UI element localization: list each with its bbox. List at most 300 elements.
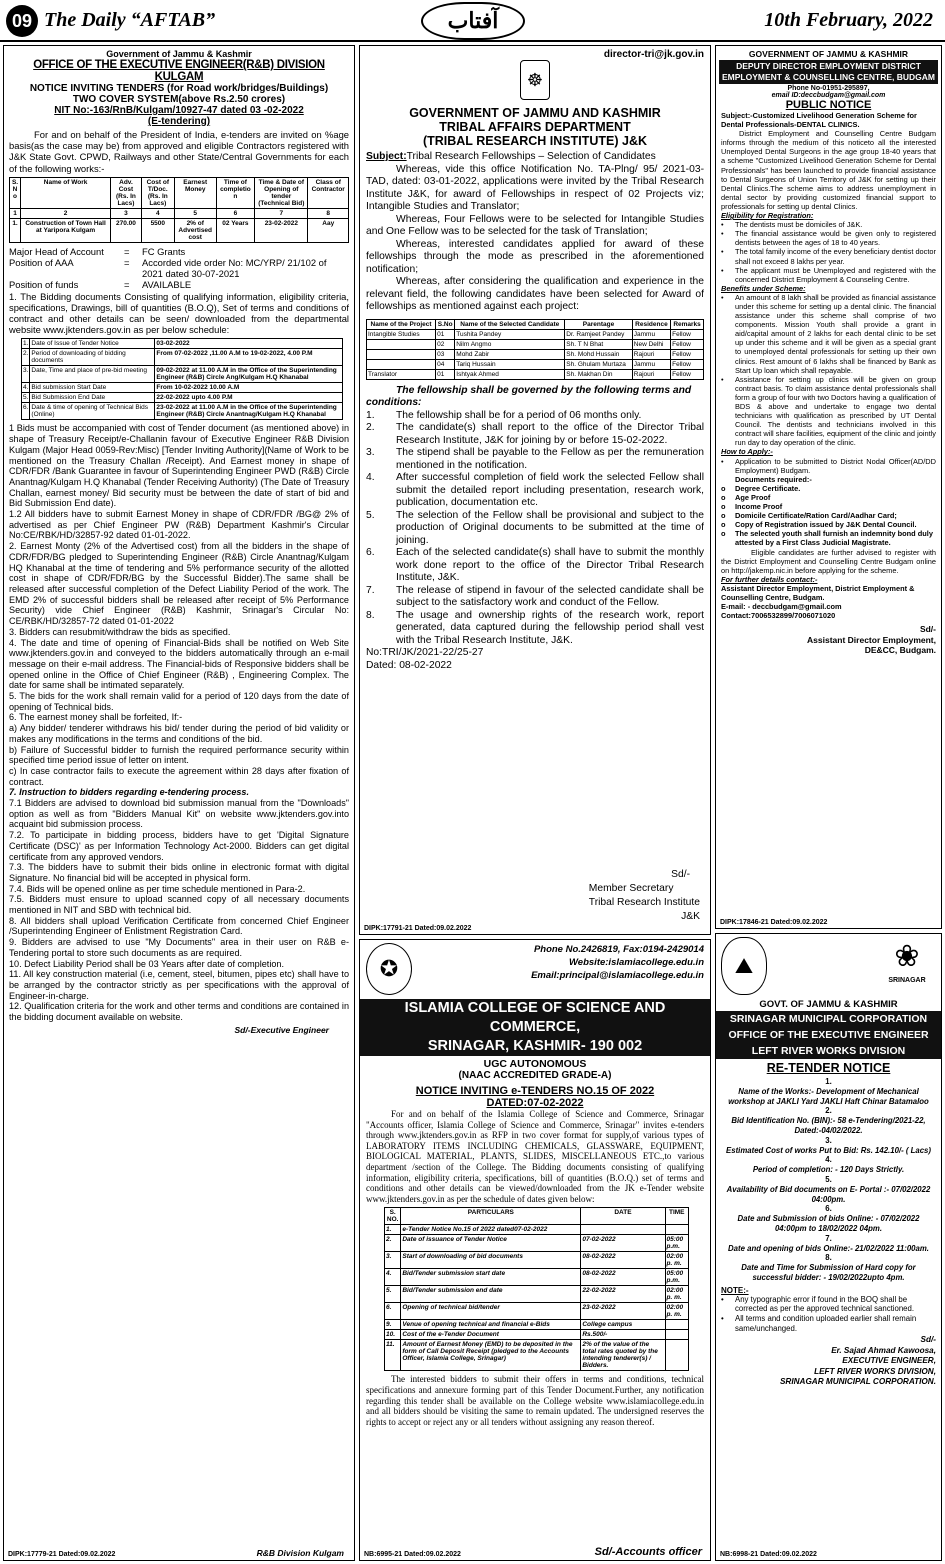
dental-subject: Subject:-Customized Livelihood Generation Scheme for Dental Professionals-DENTAL CLINICS. <box>721 111 917 130</box>
islamia-dated: DATED:07-02-2022 <box>486 1097 584 1109</box>
table-cell: Fellow <box>671 369 704 379</box>
table-cell: Sh. Makhan Din <box>565 369 633 379</box>
kulgam-clause: 7.3. The bidders have to submit their bids online in electronic format with digital Signature. No financial bid will be accepted in physical form. <box>9 862 349 883</box>
table-cell: 23-02-2022 at 11.00 A.M in the Office of the Superintending Engineer (R&B) Circle Anantnag/Kulgam H.Q Khanabal <box>155 403 343 420</box>
table-cell: 22-02-2022 <box>581 1286 665 1303</box>
table-cell: Tariq Hussain <box>455 359 565 369</box>
table-cell: Amount of Earnest Money (EMD) to be deposited in the form of Call Deposit Receipt (pledged to the Accounts Officer, Islamia College, Srinagar) <box>401 1340 581 1371</box>
fc-row <box>9 279 349 290</box>
kulgam-clause: 1 Bids must be accompanied with cost of Tender document (as mentioned above) in shape of Treasury Receipt/e-Challanin favour of Executive Engineer R&B Division Kulgam (Major Head 0059-Rev:Misc) [Tender Inviting Authority](Name of Work to be mentioned on the Treasury Challan /Receipt). And Earnest money in shape of CDR/FDR /Bank Guarantee in favour of Superintending Engineer PWD (R&B) Circle Anantnag/Kulgam H.Q Khanabal (Tender Receiving Authority) (The Date of Treasury Challan, earnest money/ Bid security must be between the date of start of bid and Bid Submission End date). <box>9 423 349 509</box>
kulgam-clause: 10. Defect Liability Period shall be 03 Years after date of completion. <box>9 958 285 969</box>
table-cell: Fellow <box>671 339 704 349</box>
tribal-para: Whereas, Four Fellows were to be selected for Intangible Studies and One Fellow was to be selected for the task of Translation; <box>366 213 704 237</box>
tribal-governed: The fellowship shall be governed by the following terms and conditions: <box>366 384 692 408</box>
smc-title: RE-TENDER NOTICE <box>766 1061 891 1075</box>
table-row <box>367 349 704 359</box>
table-header: Residence <box>632 319 670 329</box>
term-num: 6. <box>366 547 375 558</box>
table-cell: 07-02-2022 <box>581 1235 665 1252</box>
ashoka-emblem-icon: ☸ <box>520 60 550 100</box>
table-cell: 4 <box>141 208 174 218</box>
dental-apply-heading: How to Apply:- <box>721 447 773 457</box>
table-cell: Mohd Zabir <box>455 349 565 359</box>
table-cell: Fellow <box>671 329 704 339</box>
kulgam-dipk: DIPK:17779-21 Dated:09.02.2022 <box>8 1551 116 1558</box>
table-cell: 02 Years <box>216 218 254 242</box>
smc-logo <box>878 937 936 999</box>
list-item: o Age Proof <box>721 492 771 502</box>
list-item-text: Age Proof <box>735 492 771 502</box>
table-cell: Rajouri <box>632 349 670 359</box>
tribal-h1: GOVERNMENT OF JAMMU AND KASHMIR <box>409 106 661 120</box>
table-header: Remarks <box>671 319 704 329</box>
sig-line: Tribal Research Institute <box>588 897 700 908</box>
smc-gov: GOVT. OF JAMMU & KASHMIR <box>759 999 898 1010</box>
term-text: The usage and ownership rights of the research work, report generated, data captured during the fellowship period shall vest with the Tribal Research Institute, J&K. <box>396 609 704 646</box>
kulgam-notice: NOTICE INVITING TENDERS (for Road work/bridges/Buildings) <box>29 83 329 94</box>
tribal-h3: (TRIBAL RESEARCH INSTITUTE) J&K <box>422 134 648 148</box>
kulgam-body <box>9 423 349 1022</box>
table-cell: Date, Time and place of pre-bid meeting <box>30 366 155 383</box>
islamia-banner-1: ISLAMIA COLLEGE OF SCIENCE AND COMMERCE, <box>404 1000 666 1035</box>
table-cell: 1 <box>10 208 21 218</box>
smc-signature <box>721 1335 936 1388</box>
term-text: The fellowship shall be for a period of 06 months only. <box>396 409 642 421</box>
islamia-ugc: UGC AUTONOMOUS <box>483 1058 587 1070</box>
kulgam-clause: 11. All key construction material (i.e, cement, steel, bitumen, pipes etc) shall have to be arranged by the contractor strictly as per specifications with the approval of Engineer-in-charge. <box>9 969 349 1001</box>
kulgam-clause: 4. The date and time of opening of Financial-Bids shall be notified on Web Site www.jktenders.gov.in and conveyed to the bidders automatically through an e-mail message on their e-mail address. The Financial-bids of Responsive bidders shall be opened online in the Office of Chief Engineer (R&B) , Engineering Complex. The date for same shall be intimated separately. <box>9 637 349 691</box>
islamia-tender-notice <box>359 939 711 1561</box>
table-cell: 09-02-2022 at 11.00 A.M in the Office of the Superintending Engineer (R&B) Circle Ang/Kulgam H.Q Khanabal <box>155 366 343 383</box>
issue-date: 10th February, 2022 <box>764 9 933 31</box>
list-item: o Degree Certificate. <box>721 483 801 493</box>
table-row <box>385 1208 689 1225</box>
smc-logo-text: SRINAGAR <box>888 977 926 984</box>
table-row <box>367 339 704 349</box>
term-num: 5. <box>366 509 375 521</box>
term-num: 4. <box>366 472 375 483</box>
list-item: o Copy of Registration issued by J&K Dental Council. <box>721 520 917 530</box>
list-item: • The dentists must be domiciles of J&K. <box>721 220 863 230</box>
table-cell: Jammu <box>632 329 670 339</box>
kulgam-clause: 7. Instruction to bidders regarding e-tendering process. <box>9 787 250 798</box>
paper-name: The Daily “AFTAB” <box>44 9 216 31</box>
list-item-text: All terms and condition uploaded earlier shall remain same/unchanged. <box>735 1313 917 1333</box>
list-item <box>721 1077 936 1106</box>
kulgam-fc-block <box>9 246 349 291</box>
sig-line: Sd/- <box>671 869 690 880</box>
table-cell: 6. <box>22 403 30 420</box>
table-row <box>22 366 343 383</box>
table-row <box>385 1320 689 1330</box>
table-cell: 6 <box>216 208 254 218</box>
sig-line: EXECUTIVE ENGINEER, <box>842 1356 936 1366</box>
tribal-dipk: DIPK:17791-21 Dated:09.02.2022 <box>364 925 472 932</box>
table-cell: 02 <box>436 339 455 349</box>
dental-phone: Phone No-01951-295897, <box>787 85 870 92</box>
term-item <box>366 585 704 610</box>
table-cell: Jammu <box>632 359 670 369</box>
table-cell: Cost of the e-Tender Document <box>401 1330 581 1340</box>
tribal-notice <box>359 45 711 935</box>
table-cell <box>367 349 436 359</box>
kulgam-clause: 3. Bidders can resubmit/withdraw the bids as specified. <box>9 626 231 637</box>
table-cell: 4. <box>23 384 29 392</box>
list-item-text: Domicile Certificate/Ration Card/Aadhar Card; <box>735 511 897 521</box>
list-item: o The selected youth shall furnish an indemnity bond duly attested by a First Class Judicial Magistrate. <box>721 529 936 547</box>
fc-eq: = <box>124 245 130 257</box>
table-row <box>385 1269 689 1286</box>
table-header: Earnest Money <box>174 177 216 208</box>
table-cell: 8 <box>308 208 349 218</box>
table-row <box>367 369 704 379</box>
table-cell: 01 <box>436 329 455 339</box>
table-cell: 9. <box>385 1320 401 1330</box>
fc-label: Position of funds <box>9 279 79 291</box>
college-seal-icon: ✪ <box>366 943 412 995</box>
sig-line: Member Secretary <box>588 883 674 894</box>
table-row <box>385 1225 689 1235</box>
dental-contact-email: E-mail: - deccbudgam@gmail.com <box>721 602 842 612</box>
list-item: • All terms and condition uploaded earlier shall remain same/unchanged. <box>721 1314 936 1333</box>
table-cell: 05:00 p.m. <box>665 1235 688 1252</box>
kulgam-intro: For and on behalf of the President of India, e-tenders are invited on %age basis(as the case may be) from approved and eligible Contractors registered with J&K State Govt. CPWD, Railways and other State/Central Governments for each of the following works:- <box>9 129 349 174</box>
table-header: S.No <box>436 319 455 329</box>
term-text: The stipend shall be payable to the Fellow as per the remuneration mentioned in the notification. <box>396 447 704 471</box>
list-item: • Any typographic error if found in the BOQ shall be corrected as per the approved technical sanctioned. <box>721 1295 936 1314</box>
tribal-signature <box>589 868 700 924</box>
item-num: 7. <box>825 1233 832 1243</box>
kulgam-clause: 7.2. To participate in bidding process, bidders have to get 'Digital Signature Certificate (DSC)' as per Information Technology Act-2000. Bidders can get digital certificate from any approved vendors. <box>9 830 349 862</box>
kulgam-clause: b) Failure of Successful bidder to furnish the required performance security within specified time period issue of letter on intent. <box>9 744 349 766</box>
term-num: 2. <box>366 422 375 433</box>
list-item-text: Assistance for setting up clinics will be given on group contract basis. To claim assistance dental professionals shall form a group of four with two Doctors having a qualification of BDS & above and undertake to engage two dental technicians with qualification as prescribed by UT Dental Council. The dentists and technicians involved in this contract will share facilities, equipment of the clinic and jointly run day to day operation of the clinic. <box>735 374 936 448</box>
sig-line: SRINAGAR MUNICIPAL CORPORATION. <box>779 1377 936 1387</box>
dental-contact-phone: Contact:7006532899/7006071020 <box>721 611 836 621</box>
table-cell: Period of downloading of bidding documents <box>30 349 155 366</box>
table-cell: Translator <box>367 369 436 379</box>
list-item-text: Application to be submitted to District Nodal Officer(AD/DD Employment) Budgam. <box>735 456 936 475</box>
kulgam-sig-1: Sd/-Executive Engineer <box>234 1024 329 1035</box>
islamia-website: Website:islamiacollege.edu.in <box>569 957 704 968</box>
tribal-no: No:TRI/JK/2021-22/25-27 <box>366 647 484 658</box>
list-item <box>721 1175 936 1204</box>
table-row <box>10 218 349 242</box>
table-cell: 22-02-2022 upto 4.00 P.M <box>155 393 343 403</box>
table-cell: College campus <box>581 1320 665 1330</box>
table-row <box>385 1235 689 1252</box>
table-cell: Date of issuance of Tender Notice <box>401 1235 581 1252</box>
term-num: 1. <box>366 409 375 421</box>
table-cell: Intangible Studies <box>367 329 436 339</box>
list-item-text: The selected youth shall furnish an indemnity bond duly attested by a First Class Judicial Magistrate. <box>735 529 933 548</box>
table-row <box>385 1340 689 1371</box>
table-cell: Bid/Tender submission start date <box>401 1269 581 1286</box>
sig-line: DE&CC, Budgam. <box>864 645 936 656</box>
table-header: S. NO. <box>385 1208 401 1225</box>
table-cell <box>665 1340 688 1371</box>
tribal-subject-text: Tribal Research Fellowships – Selection of Candidates <box>406 151 656 162</box>
table-header: Cost of T/Doc. (Rs. In Lacs) <box>141 177 174 208</box>
fc-eq: = <box>124 257 130 269</box>
item-num: 1. <box>825 1077 832 1086</box>
table-row <box>367 319 704 329</box>
table-cell: 2. <box>22 349 30 366</box>
table-cell: 1. <box>385 1225 401 1235</box>
table-header: Parentage <box>565 319 633 329</box>
table-cell: Sh. Ghulam Murtaza <box>565 359 633 369</box>
tribal-fellow-table <box>366 319 704 380</box>
islamia-phone: Phone No.2426819, Fax:0194-2429014 <box>533 944 704 955</box>
islamia-contact <box>531 943 704 995</box>
table-cell: Date & time of opening of Technical Bids (Online) <box>30 403 155 420</box>
table-cell: 05:00 p.m. <box>665 1269 688 1286</box>
sig-line: Assistant Director Employment, <box>807 634 936 645</box>
dental-further: Assistant Director Employment, District Employment & Counselling Centre, Budgam. <box>721 583 915 602</box>
table-header: PARTICULARS <box>401 1208 581 1225</box>
table-cell <box>367 339 436 349</box>
term-item <box>366 447 704 472</box>
table-cell: 02:00 p. m. <box>665 1252 688 1269</box>
kulgam-etender: (E-tendering) <box>147 116 211 127</box>
dental-public-notice <box>715 45 942 929</box>
table-row <box>22 393 343 403</box>
table-cell: Fellow <box>671 349 704 359</box>
item-text: Bid Identification No. (BIN):- 58 e-Tendering/2021-22, Dated:-04/02/2022. <box>731 1116 926 1135</box>
list-item: • The applicant must be Unemployed and registered with the concerned District Employment & Counseling Centre. <box>721 265 936 284</box>
table-cell: From 07-02-2022 ,11.00 A.M to 19-02-2022, 4.00 P.M <box>155 349 343 366</box>
dental-docs-heading: Documents required:- <box>735 474 812 484</box>
tribal-para: Whereas, vide this office Notification No. TA-Plng/ 95/ 2021-03-TAD, dated: 03-01-2022, applications were invited by the Tribal Research Institute J&K, for award of Fellowships in respect of 02 Projects viz; Intangible Studies and Translator; <box>366 163 704 212</box>
table-cell: 1. <box>10 218 21 242</box>
tribal-subject-label: Subject: <box>366 151 407 162</box>
smc-banner <box>716 1011 941 1059</box>
table-cell: Nilm Angmo <box>455 339 565 349</box>
table-row <box>385 1330 689 1340</box>
dental-banner: DEPUTY DIRECTOR EMPLOYMENT DISTRICT EMPLOYMENT & COUNSELLING CENTRE, BUDGAM <box>719 60 938 84</box>
kulgam-schedule-table <box>21 338 343 420</box>
table-header: Time of completio n <box>216 177 254 208</box>
term-text: The release of stipend in favour of the selected candidate shall be subject to the satisfactory work and conduct of the Fellow. <box>396 584 704 608</box>
dental-body <box>721 129 936 620</box>
item-num: 4. <box>825 1155 832 1165</box>
kulgam-clause: 9. Bidders are advised to use "My Documents" area in their user on R&B e-Tendering portal to store such documents as are required. <box>9 937 349 958</box>
dental-further-heading: For further details contact:- <box>721 574 818 584</box>
table-cell: Fellow <box>671 359 704 369</box>
page-number: 09 <box>6 5 38 37</box>
kulgam-tender-notice <box>3 45 355 1561</box>
table-cell: 6. <box>385 1303 401 1320</box>
table-cell: 23-02-2022 <box>581 1303 665 1320</box>
table-cell: 2% of Advertised cost <box>174 218 216 242</box>
term-num: 3. <box>366 447 375 458</box>
item-num: 2. <box>825 1106 832 1116</box>
list-item-text: The applicant must be Unemployed and registered with the concerned District Employment & Counseling Centre. <box>735 265 936 284</box>
list-item: • The total family income of the every beneficiary dentist doctor shall not exceed 8 lakhs per year. <box>721 247 936 266</box>
table-cell: Rajouri <box>632 369 670 379</box>
list-item <box>721 1155 936 1175</box>
term-item <box>366 510 704 548</box>
smc-note-heading: NOTE:- <box>721 1285 749 1295</box>
dental-title: PUBLIC NOTICE <box>785 99 872 111</box>
list-item <box>721 1204 936 1233</box>
tribal-subject <box>366 151 704 164</box>
term-text: The selection of the Fellow shall be provisional and subject to the production of Original documents to be submitted at the time of joining. <box>396 509 704 546</box>
table-header: Name of the Selected Candidate <box>455 319 565 329</box>
kulgam-clause: 1.2 All bidders have to submit Earnest Money in shape of CDR/FDR /BG@ 2% of advertised as per Chief Engineer PW (R&B) Department Kashmir's Circular No:CE/RBK/HD/32857-92 dated 01-01-2022. <box>9 509 349 541</box>
kulgam-work-head <box>10 177 349 208</box>
item-text: Name of the Works:- Development of Mechanical workshop at JAKLI Yard JAKLI Haft Chinar Batamaloo <box>728 1086 929 1106</box>
table-header: DATE <box>581 1208 665 1225</box>
tribal-para: Whereas, after considering the qualification and experience in the relevant field, the following candidates have been selected for Award of fellowships as mentioned against each project: <box>366 276 704 312</box>
kulgam-clause: 5. The bids for the work shall remain valid for a period of 120 days from the date of opening of Technical bids. <box>9 691 349 712</box>
table-cell: 7 <box>255 208 308 218</box>
kulgam-office: OFFICE OF THE EXECUTIVE ENGINEER(R&B) DIVISION KULGAM <box>33 59 325 83</box>
item-num: 3. <box>825 1135 832 1145</box>
islamia-email: Email:principal@islamiacollege.edu.in <box>531 970 704 981</box>
table-header: TIME <box>665 1208 688 1225</box>
list-item <box>721 1234 936 1254</box>
kulgam-clause: 8. All bidders shall upload Verification Certificate from concerned Chief Engineer /Superintending Engineer of Enlistment Registration Card. <box>9 915 349 937</box>
kulgam-nit: NIT No:-163/RnB/Kulgam/10927-47 dated 03 -02-2022 <box>54 105 304 116</box>
table-header: Class of Contractor <box>308 177 349 208</box>
table-cell: Aay <box>308 218 349 242</box>
term-item <box>366 422 704 447</box>
table-header: S. N o <box>10 177 21 208</box>
table-row <box>385 1252 689 1269</box>
list-item: • Assistance for setting up clinics will be given on group contract basis. To claim assistance dental professionals shall form a group of four with two Doctors having a qualification of BDS & above and undertake to engage two dental technicians with qualification as prescribed by UT Dental Council. The dentists and technicians involved in this contract will share facilities, equipment of the clinic and jointly run day to day operation of the clinic. <box>721 374 936 448</box>
dental-dipk: DIPK:17846-21 Dated:09.02.2022 <box>720 919 828 926</box>
smc-banner-line: SRINAGAR MUNICIPAL CORPORATION <box>729 1013 928 1025</box>
table-row <box>22 339 343 349</box>
kulgam-clause: 7.5. Bidders must ensure to upload scanned copy of all necessary documents mentioned in NIT and SBD with technical bid. <box>9 894 349 916</box>
table-cell: From 10-02-2022 10.00 A.M <box>155 383 343 393</box>
table-cell: Date of Issue of Tender Notice <box>30 339 155 349</box>
table-cell: 2% of the value of the total rates quoted by the intending tenderer(s) / Bidders. <box>581 1340 665 1371</box>
islamia-closing: The interested bidders to submit their offers in terms and conditions, technical specifications and annexure forming part of this Tender Document.Further, any notification regarding this tender shall be available on the College website www.islamiacollege.edu.in and all bidders should be visiting the same to remain updated. The undersigned reserves the rights to accept or reject any or all tenders without assigning any reason thereof. <box>366 1374 704 1427</box>
islamia-intro: For and on behalf of the Islamia College of Science and Commerce, Srinagar "Accounts officer, Islamia College of Science and Commerce, Srinagar" invites e-tenders through www.jktenders.gov.in as RFP in two cover format for supply,of various types of LABORATORY ITEMS INCLUDING CHEMICALS, GLASSWARE, EQUIPMENT, BIOLOGICAL MATERIAL, PLANTS, SLIDES, MISCELLANEOUS ETC.,to various department /section of the College. The Bidding documents consisting of qualifying information, eligibility criteria, specifications, bill of quantities (B.O.Q.) set of terms and conditions and other details can be viewed/downloaded from the JK e-Tender website www.jktenders.gov.in as per the schedule of dates given below: <box>366 1109 704 1204</box>
term-text: The candidate(s) shall report to the office of the Director Tribal Research Institute, J&K for joining by or before 15-02-2022. <box>396 422 704 446</box>
table-row <box>367 359 704 369</box>
list-item-text: Any typographic error if found in the BOQ shall be corrected as per the approved technical sanctioned. <box>735 1294 915 1314</box>
smc-banner-line: OFFICE OF THE EXECUTIVE ENGINEER <box>728 1029 929 1041</box>
table-cell: 5. <box>23 394 29 402</box>
term-item <box>366 472 704 510</box>
table-row <box>22 349 343 366</box>
table-cell: 03-02-2022 <box>155 339 343 349</box>
table-cell: 3. <box>385 1252 401 1269</box>
tribal-dated: Dated: 08-02-2022 <box>366 659 452 671</box>
item-text: Date and Time for Submission of Hard copy for successful bidder: - 19/02/2022upto 4pm. <box>741 1263 916 1282</box>
term-text: Each of the selected candidate(s) shall have to submit the monthly work done report to the office of the Director Tribal Research Institute, J&K. <box>396 547 704 583</box>
kulgam-clause: 6. The earnest money shall be forfeited, If:- <box>9 712 183 723</box>
islamia-naac: (NAAC ACCREDITED GRADE-A) <box>458 1070 612 1081</box>
term-text: After successful completion of field work the selected Fellow shall submit the detailed report including presentation, research work, publication, documentation etc. <box>396 472 704 508</box>
table-cell: 2 <box>21 208 111 218</box>
list-item-text: The financial assistance would be given only to registered dentists between the ages of 18 to 40 years. <box>735 229 936 248</box>
table-cell: e-Tender Notice No.15 of 2022 dated07-02-2022 <box>401 1225 581 1235</box>
list-item-text: An amount of 8 lakh shall be provided as financial assistance under this scheme for setting up a dental clinic. The financial assistance under this scheme shall comprise of two components. Mission Youth shall provide a grant in aid/capital amount of 2 lakhs for each dental clinic to be set up under this scheme and it will be given as a special grant to unemployed dental professionals for setting up their own clinics. Rest amount of 6 lakhs shall be financed by Bank as Start Up loan which shall repayable. <box>735 292 936 375</box>
dental-eligible: Eligible candidates are further advised to register with the District Employment and Counselling Centre Budgam online on http://jakemp.nic.in before applying for the scheme. <box>721 547 936 575</box>
smc-banner-line: LEFT RIVER WORKS DIVISION <box>751 1045 906 1057</box>
list-item <box>721 1253 936 1282</box>
dental-benefits-heading: Benefits under Scheme: <box>721 283 806 293</box>
islamia-nb: NB:6995-21 Dated:09.02.2022 <box>364 1551 461 1558</box>
dental-signature <box>721 624 936 656</box>
table-cell <box>665 1225 688 1235</box>
table-cell: 08-02-2022 <box>581 1269 665 1286</box>
table-cell: Dr. Ramjeet Pandey <box>565 329 633 339</box>
table-cell <box>367 359 436 369</box>
kulgam-clause: 12. Qualification criteria for the work and other terms and conditions are contained in the bidding document available on website. <box>9 1001 349 1023</box>
islamia-banner-2: SRINAGAR, KASHMIR- 190 002 <box>427 1038 643 1054</box>
tribal-terms <box>366 410 704 648</box>
islamia-header <box>366 943 704 995</box>
term-item <box>366 410 704 423</box>
dental-elig-heading: Eligibility for Registration: <box>721 211 814 221</box>
item-num: 6. <box>825 1204 832 1214</box>
kulgam-gov: Government of Jammu & Kashmir <box>106 49 252 59</box>
list-item-text: Degree Certificate. <box>735 483 801 493</box>
term-item <box>366 547 704 585</box>
table-cell: Sh. T N Bhat <box>565 339 633 349</box>
smc-items <box>721 1077 936 1283</box>
table-cell: 02:00 p. m. <box>665 1286 688 1303</box>
term-num: 7. <box>366 584 375 596</box>
item-num: 8. <box>825 1253 832 1263</box>
item-text: Availability of Bid documents on E- Portal :- 07/02/2022 04:00pm. <box>726 1184 931 1204</box>
table-cell: Start of downloading of bid documents <box>401 1252 581 1269</box>
dental-gov: GOVERNMENT OF JAMMU & KASHMIR <box>748 49 909 59</box>
list-item-text: The dentists must be domiciles of J&K. <box>735 220 863 230</box>
table-cell: Ishtyak Ahmed <box>455 369 565 379</box>
table-cell <box>665 1330 688 1340</box>
table-cell: New Delhi <box>632 339 670 349</box>
islamia-sig: Sd/-Accounts officer <box>594 1546 702 1558</box>
table-cell: 3. <box>22 366 30 383</box>
item-text: Date and Submission of bids Online: - 07/02/2022 04:00pm to 18/02/2022 04pm. <box>737 1214 920 1233</box>
item-num: 5. <box>825 1174 832 1184</box>
list-item: • An amount of 8 lakh shall be provided as financial assistance under this scheme for setting up a dental clinic. The financial assistance under this scheme shall comprise of two components. Mission Youth shall provide a grant in aid/capital amount of 2 lakhs for each dental clinic to be set up under this scheme and it will be given as a special grant to unemployed dental professionals for setting up their own clinics. Rest amount of 6 lakhs shall be financed by Bank as Start Up loan which shall repayable. <box>721 292 936 375</box>
table-cell: 5500 <box>141 218 174 242</box>
table-cell: Sh. Mohd Hussain <box>565 349 633 359</box>
kulgam-clause: 7.4. Bids will be opened online as per time schedule mentioned in Para-2. <box>9 883 306 894</box>
tribal-para: Whereas, interested candidates applied for award of these fellowships through the mode as prescribed in the aforementioned notification; <box>366 238 704 275</box>
table-row <box>385 1286 689 1303</box>
sig-line: J&K <box>681 911 700 922</box>
table-cell: 2. <box>385 1235 401 1252</box>
table-cell: 08-02-2022 <box>581 1252 665 1269</box>
table-cell: 3 <box>111 208 142 218</box>
fc-label: Position of AAA <box>9 257 74 269</box>
lotus-icon: ❀ <box>894 940 920 973</box>
list-item <box>721 1136 936 1156</box>
table-row <box>22 383 343 393</box>
term-item <box>366 610 704 648</box>
islamia-banner <box>360 999 710 1056</box>
list-item-text: The total family income of the every beneficiary dentist doctor shall not exceed 8 lakhs per year. <box>735 247 936 266</box>
smc-nb: NB:6998-21 Dated:09.02.2022 <box>720 1551 817 1558</box>
table-cell: 5 <box>174 208 216 218</box>
table-row <box>367 329 704 339</box>
kulgam-system: TWO COVER SYSTEM(above Rs.2.50 crores) <box>72 94 286 105</box>
table-cell: Bid/Tender submission end date <box>401 1286 581 1303</box>
fc-eq: = <box>124 279 130 291</box>
table-header: Adv. Cost (Rs. In Lacs) <box>111 177 142 208</box>
table-cell: Tushita Pandey <box>455 329 565 339</box>
table-cell: 02:00 p. m. <box>665 1303 688 1320</box>
table-cell: Rs.500/- <box>581 1330 665 1340</box>
